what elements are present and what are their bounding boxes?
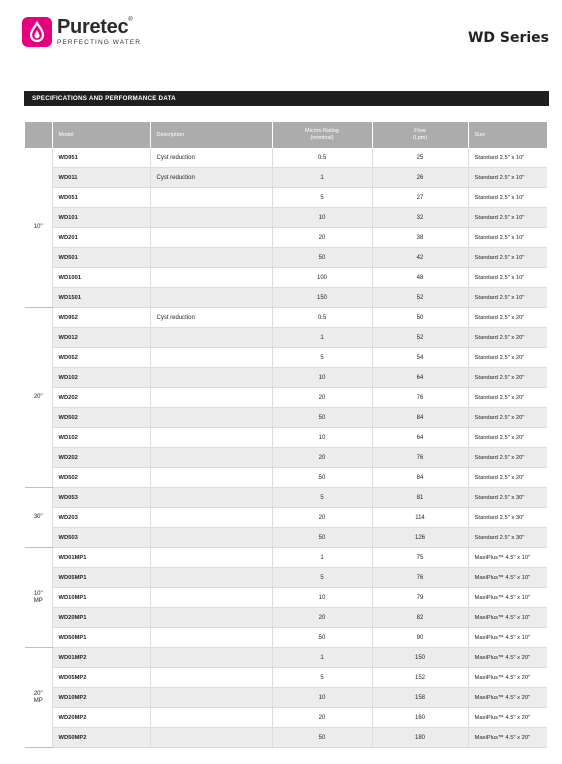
brand-tagline: PERFECTING WATER xyxy=(57,39,142,46)
table-header-row xyxy=(25,122,547,148)
cell-description xyxy=(150,188,272,208)
group-size-label: 10" xyxy=(25,148,52,308)
cell-model: WD20MP1 xyxy=(52,608,150,628)
cell-flow: 150 xyxy=(372,648,468,668)
table-row xyxy=(25,568,547,588)
cell-flow: 32 xyxy=(372,208,468,228)
cell-description xyxy=(150,708,272,728)
spec-table-body xyxy=(25,148,547,748)
cell-model: WD1001 xyxy=(52,268,150,288)
cell-model: WD502 xyxy=(52,408,150,428)
cell-size: Standard 2.5" x 30" xyxy=(468,508,547,528)
table-row xyxy=(25,368,547,388)
cell-size: MaxiPlus™ 4.5" x 10" xyxy=(468,568,547,588)
table-row xyxy=(25,468,547,488)
cell-flow: 114 xyxy=(372,508,468,528)
cell-micron-rating: 1 xyxy=(272,648,372,668)
cell-model: WD051 xyxy=(52,188,150,208)
cell-model: WD50MP2 xyxy=(52,728,150,748)
table-row xyxy=(25,408,547,428)
cell-size: MaxiPlus™ 4.5" x 10" xyxy=(468,588,547,608)
table-row xyxy=(25,308,547,328)
cell-description xyxy=(150,368,272,388)
table-row xyxy=(25,208,547,228)
cell-description xyxy=(150,428,272,448)
cell-size: Standard 2.5" x 20" xyxy=(468,408,547,428)
cell-model: WD202 xyxy=(52,448,150,468)
cell-flow: 42 xyxy=(372,248,468,268)
cell-micron-rating: 10 xyxy=(272,588,372,608)
cell-model: WD053 xyxy=(52,488,150,508)
cell-micron-rating: 50 xyxy=(272,628,372,648)
cell-size: Standard 2.5" x 20" xyxy=(468,308,547,328)
cell-model: WD012 xyxy=(52,328,150,348)
table-row xyxy=(25,728,547,748)
table-row xyxy=(25,628,547,648)
cell-size: Standard 2.5" x 10" xyxy=(468,168,547,188)
cell-model: WD052 xyxy=(52,348,150,368)
cell-flow: 75 xyxy=(372,548,468,568)
table-row xyxy=(25,508,547,528)
table-row xyxy=(25,588,547,608)
cell-flow: 84 xyxy=(372,408,468,428)
table-row xyxy=(25,528,547,548)
cell-flow: 27 xyxy=(372,188,468,208)
group-size-label: 30" xyxy=(25,488,52,548)
cell-model: WD05MP2 xyxy=(52,668,150,688)
cell-flow: 180 xyxy=(372,728,468,748)
water-drop-icon xyxy=(22,17,52,47)
cell-description: Cyst reduction xyxy=(150,308,272,328)
cell-size: Standard 2.5" x 20" xyxy=(468,388,547,408)
cell-micron-rating: 50 xyxy=(272,468,372,488)
table-row xyxy=(25,648,547,668)
cell-size: Standard 2.5" x 10" xyxy=(468,248,547,268)
table-row xyxy=(25,268,547,288)
cell-flow: 82 xyxy=(372,608,468,628)
cell-micron-rating: 10 xyxy=(272,368,372,388)
cell-description: Cyst reduction xyxy=(150,168,272,188)
header-model: Model xyxy=(52,122,150,148)
cell-size: MaxiPlus™ 4.5" x 10" xyxy=(468,608,547,628)
cell-micron-rating: 1 xyxy=(272,168,372,188)
cell-description xyxy=(150,208,272,228)
cell-flow: 25 xyxy=(372,148,468,168)
cell-flow: 84 xyxy=(372,468,468,488)
table-row xyxy=(25,228,547,248)
cell-description xyxy=(150,648,272,668)
cell-flow: 52 xyxy=(372,328,468,348)
cell-model: WD101 xyxy=(52,208,150,228)
cell-micron-rating: 150 xyxy=(272,288,372,308)
cell-model: WD01MP2 xyxy=(52,648,150,668)
cell-flow: 160 xyxy=(372,708,468,728)
cell-micron-rating: 20 xyxy=(272,228,372,248)
cell-flow: 38 xyxy=(372,228,468,248)
cell-size: MaxiPlus™ 4.5" x 10" xyxy=(468,548,547,568)
cell-description xyxy=(150,588,272,608)
table-row xyxy=(25,488,547,508)
section-header-bar xyxy=(24,91,549,106)
cell-description xyxy=(150,608,272,628)
cell-description xyxy=(150,348,272,368)
table-row xyxy=(25,388,547,408)
cell-description xyxy=(150,508,272,528)
cell-description xyxy=(150,528,272,548)
cell-model: WD952 xyxy=(52,308,150,328)
cell-flow: 76 xyxy=(372,568,468,588)
cell-micron-rating: 50 xyxy=(272,248,372,268)
cell-description xyxy=(150,268,272,288)
cell-micron-rating: 0.5 xyxy=(272,308,372,328)
cell-model: WD01MP1 xyxy=(52,548,150,568)
table-row xyxy=(25,548,547,568)
cell-size: Standard 2.5" x 20" xyxy=(468,428,547,448)
cell-size: Standard 2.5" x 10" xyxy=(468,228,547,248)
cell-size: Standard 2.5" x 20" xyxy=(468,468,547,488)
cell-micron-rating: 50 xyxy=(272,728,372,748)
cell-description xyxy=(150,328,272,348)
group-size-label: 20" xyxy=(25,308,52,488)
cell-flow: 52 xyxy=(372,288,468,308)
cell-flow: 126 xyxy=(372,528,468,548)
cell-model: WD201 xyxy=(52,228,150,248)
cell-flow: 79 xyxy=(372,588,468,608)
cell-model: WD50MP1 xyxy=(52,628,150,648)
cell-flow: 54 xyxy=(372,348,468,368)
cell-micron-rating: 5 xyxy=(272,188,372,208)
cell-flow: 76 xyxy=(372,388,468,408)
cell-model: WD503 xyxy=(52,528,150,548)
cell-micron-rating: 5 xyxy=(272,568,372,588)
cell-model: WD20MP2 xyxy=(52,708,150,728)
cell-micron-rating: 10 xyxy=(272,428,372,448)
cell-description xyxy=(150,388,272,408)
cell-size: Standard 2.5" x 10" xyxy=(468,188,547,208)
cell-micron-rating: 5 xyxy=(272,348,372,368)
table-row xyxy=(25,188,547,208)
cell-flow: 64 xyxy=(372,368,468,388)
cell-flow: 64 xyxy=(372,428,468,448)
table-row xyxy=(25,448,547,468)
cell-size: Standard 2.5" x 30" xyxy=(468,528,547,548)
cell-description xyxy=(150,288,272,308)
section-title: SPECIFICATIONS AND PERFORMANCE DATA xyxy=(32,95,176,102)
cell-description xyxy=(150,228,272,248)
cell-description xyxy=(150,728,272,748)
cell-model: WD10MP1 xyxy=(52,588,150,608)
cell-size: MaxiPlus™ 4.5" x 20" xyxy=(468,648,547,668)
table-row xyxy=(25,688,547,708)
cell-size: Standard 2.5" x 10" xyxy=(468,268,547,288)
cell-micron-rating: 10 xyxy=(272,208,372,228)
header-group-blank xyxy=(25,122,52,148)
cell-description xyxy=(150,488,272,508)
cell-model: WD501 xyxy=(52,248,150,268)
cell-model: WD502 xyxy=(52,468,150,488)
cell-micron-rating: 0.5 xyxy=(272,148,372,168)
cell-flow: 152 xyxy=(372,668,468,688)
cell-description xyxy=(150,688,272,708)
cell-size: MaxiPlus™ 4.5" x 20" xyxy=(468,708,547,728)
cell-flow: 158 xyxy=(372,688,468,708)
cell-micron-rating: 20 xyxy=(272,448,372,468)
puretec-logo xyxy=(22,16,141,48)
cell-size: Standard 2.5" x 10" xyxy=(468,288,547,308)
cell-micron-rating: 20 xyxy=(272,388,372,408)
cell-model: WD202 xyxy=(52,388,150,408)
cell-micron-rating: 1 xyxy=(272,548,372,568)
cell-description xyxy=(150,248,272,268)
cell-micron-rating: 1 xyxy=(272,328,372,348)
cell-micron-rating: 5 xyxy=(272,488,372,508)
series-title: WD Series xyxy=(467,30,549,46)
cell-model: WD951 xyxy=(52,148,150,168)
cell-model: WD203 xyxy=(52,508,150,528)
cell-flow: 48 xyxy=(372,268,468,288)
cell-micron-rating: 20 xyxy=(272,608,372,628)
spec-table xyxy=(25,122,547,748)
cell-micron-rating: 5 xyxy=(272,668,372,688)
cell-size: MaxiPlus™ 4.5" x 20" xyxy=(468,668,547,688)
header-micron-rating: Micron Rating (nominal) xyxy=(272,122,372,148)
table-row xyxy=(25,348,547,368)
table-row xyxy=(25,428,547,448)
cell-size: Standard 2.5" x 10" xyxy=(468,148,547,168)
cell-description xyxy=(150,668,272,688)
cell-size: MaxiPlus™ 4.5" x 10" xyxy=(468,628,547,648)
cell-model: WD05MP1 xyxy=(52,568,150,588)
cell-description: Cyst reduction xyxy=(150,148,272,168)
table-row xyxy=(25,708,547,728)
cell-description xyxy=(150,548,272,568)
header-description: Description xyxy=(150,122,272,148)
table-row xyxy=(25,248,547,268)
cell-size: Standard 2.5" x 20" xyxy=(468,328,547,348)
table-row xyxy=(25,148,547,168)
cell-size: Standard 2.5" x 20" xyxy=(468,448,547,468)
cell-size: MaxiPlus™ 4.5" x 20" xyxy=(468,728,547,748)
table-row xyxy=(25,328,547,348)
cell-description xyxy=(150,448,272,468)
cell-micron-rating: 10 xyxy=(272,688,372,708)
cell-model: WD011 xyxy=(52,168,150,188)
cell-size: MaxiPlus™ 4.5" x 20" xyxy=(468,688,547,708)
group-size-label: 20" MP xyxy=(25,648,52,748)
header-size: Size xyxy=(468,122,547,148)
cell-flow: 76 xyxy=(372,448,468,468)
table-row xyxy=(25,288,547,308)
table-row xyxy=(25,668,547,688)
cell-flow: 50 xyxy=(372,308,468,328)
cell-size: Standard 2.5" x 30" xyxy=(468,488,547,508)
cell-description xyxy=(150,408,272,428)
cell-model: WD102 xyxy=(52,428,150,448)
cell-size: Standard 2.5" x 10" xyxy=(468,208,547,228)
cell-model: WD10MP2 xyxy=(52,688,150,708)
cell-description xyxy=(150,468,272,488)
table-row xyxy=(25,608,547,628)
cell-micron-rating: 50 xyxy=(272,528,372,548)
brand-name: Puretec xyxy=(57,16,129,38)
table-row xyxy=(25,168,547,188)
cell-size: Standard 2.5" x 20" xyxy=(468,368,547,388)
group-size-label: 10" MP xyxy=(25,548,52,648)
cell-flow: 81 xyxy=(372,488,468,508)
cell-flow: 90 xyxy=(372,628,468,648)
cell-micron-rating: 50 xyxy=(272,408,372,428)
cell-micron-rating: 20 xyxy=(272,708,372,728)
brand-trademark: ® xyxy=(128,17,133,23)
cell-micron-rating: 20 xyxy=(272,508,372,528)
cell-description xyxy=(150,568,272,588)
cell-size: Standard 2.5" x 20" xyxy=(468,348,547,368)
cell-model: WD102 xyxy=(52,368,150,388)
cell-flow: 26 xyxy=(372,168,468,188)
cell-description xyxy=(150,628,272,648)
header-flow: Flow (Lpm) xyxy=(372,122,468,148)
cell-micron-rating: 100 xyxy=(272,268,372,288)
cell-model: WD1501 xyxy=(52,288,150,308)
